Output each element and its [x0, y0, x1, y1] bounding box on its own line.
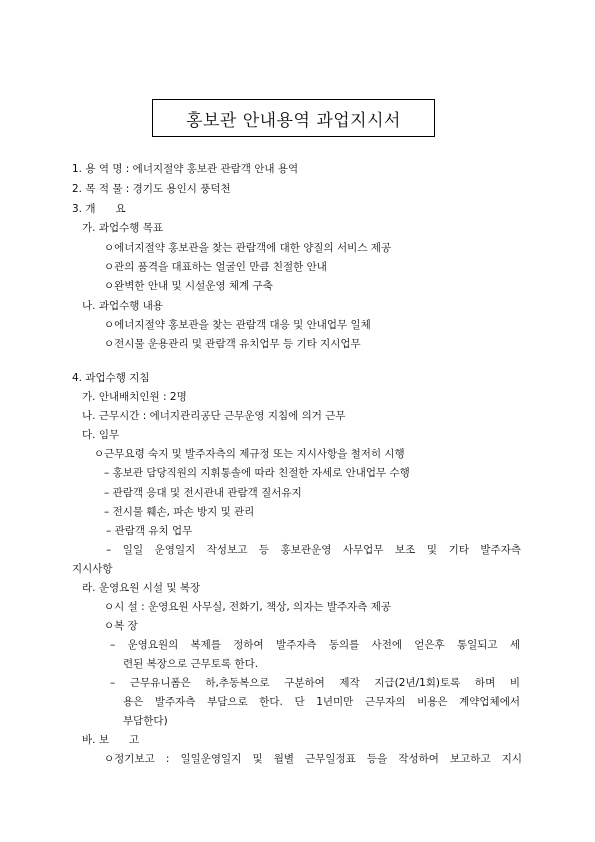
goal-item: ㅇ완벽한 안내 및 시설운영 체계 구축: [104, 280, 273, 292]
uniform-continuation: 용은 발주자측 부담으로 한다. 단 1년미만 근무자의 비용은 계약업체에서: [123, 696, 520, 708]
section-4-guidelines: 4. 과업수행 지침: [72, 372, 150, 384]
uniform-continuation: 련된 복장으로 근무토록 한다.: [123, 658, 259, 670]
duty-dash-item: – 관람객 유치 업무: [106, 525, 193, 537]
uniform-item: – 운영요원의 복제를 정하여 발주자측 동의를 사전에 얻은후 통일되고 세: [110, 639, 520, 651]
section-3-overview: 3. 개 요: [72, 203, 126, 215]
subsection-na-contents: 나. 과업수행 내용: [82, 300, 164, 312]
duty-continuation: 지시사항: [72, 563, 113, 575]
duty-dash-item: – 일일 운영일지 작성보고 등 홍보관운영 사무업무 보조 및 기타 발주자측: [106, 544, 521, 556]
subsection-da-duties: 다. 임무: [82, 429, 120, 441]
duty-item: ㅇ근무요령 숙지 및 발주자측의 제규정 또는 지시사항을 철저히 시행: [94, 448, 405, 460]
uniform-heading: ㅇ복 장: [104, 620, 138, 632]
subsection-ba-report: 바. 보 고: [82, 734, 140, 746]
report-item: ㅇ정기보고 : 일일운영일지 및 월별 근무일정표 등을 작성하여 보고하고 지시: [104, 753, 522, 765]
subsection-ga-goals: 가. 과업수행 목표: [82, 222, 164, 234]
content-item: ㅇ전시물 운용관리 및 관람객 유치업무 등 기타 지시업무: [104, 338, 361, 350]
section-1-service-name: 1. 용 역 명 : 에너지절약 홍보관 관람객 안내 용역: [72, 163, 299, 175]
staff-count: 가. 안내배치인원 : 2명: [82, 391, 187, 403]
subsection-ra-facilities: 라. 운영요원 시설 및 복장: [82, 582, 201, 594]
work-hours: 나. 근무시간 : 에너지관리공단 근무운영 지침에 의거 근무: [82, 410, 346, 422]
document-title: 홍보관 안내용역 과업지시서: [152, 99, 435, 137]
uniform-continuation: 부담한다): [123, 715, 168, 727]
content-item: ㅇ에너지절약 홍보관을 찾는 관람객 대응 및 안내업무 일체: [104, 319, 371, 331]
section-2-target: 2. 목 적 물 : 경기도 용인시 풍덕천: [72, 183, 231, 195]
goal-item: ㅇ관의 품격을 대표하는 얼굴인 만큼 친절한 안내: [104, 261, 327, 273]
facility-item: ㅇ시 설 : 운영요원 사무실, 전화기, 책상, 의자는 발주자측 제공: [104, 601, 392, 613]
duty-dash-item: – 홍보관 담당직원의 지휘통솔에 따라 친절한 자세로 안내업무 수행: [104, 467, 410, 479]
goal-item: ㅇ에너지절약 홍보관을 찾는 관람객에 대한 양질의 서비스 제공: [104, 242, 392, 254]
uniform-item: – 근무유니폼은 하,추동복으로 구분하여 제작 지급(2년/1회)토록 하며 비: [110, 677, 520, 689]
duty-dash-item: – 관람객 응대 및 전시관내 관람객 질서유지: [104, 487, 302, 499]
duty-dash-item: – 전시물 훼손, 파손 방지 및 관리: [104, 506, 255, 518]
